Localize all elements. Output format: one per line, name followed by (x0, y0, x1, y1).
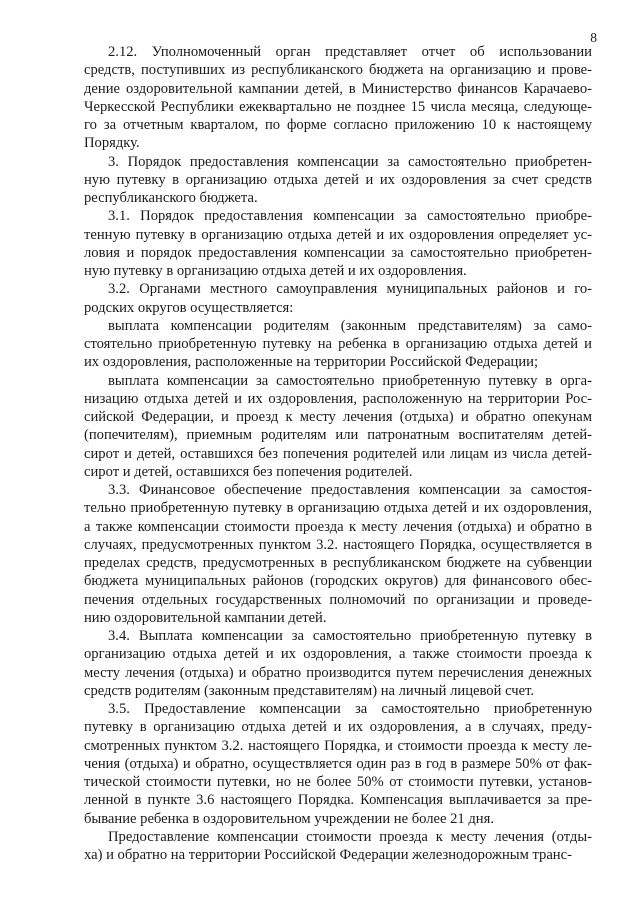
paragraph-travel (84, 828, 592, 865)
text-line: ную путевку в организацию отдыха детей и их оздоровления. (84, 263, 467, 279)
text-line: месту лечения (отдыха) и обратно производится путем перечисления денежных (84, 664, 592, 681)
paragraph-3-4 (84, 627, 592, 700)
text-line: выплата компенсации за самостоятельно приобретенную путевку в орга- (108, 372, 592, 389)
text-line: дение оздоровительной кампании детей, в Министерство финансов Карачаево- (84, 80, 592, 97)
paragraph-3-3 (84, 481, 592, 627)
paragraph-3-2-a (84, 317, 592, 372)
text-line: выплата компенсации родителям (законным представителям) за само- (108, 317, 592, 334)
text-line: стоятельно приобретенную путевку на ребенка в организацию отдыха детей и (84, 336, 592, 352)
text-line: 3.4. Выплата компенсации за самостоятельно приобретенную путевку в (108, 628, 592, 644)
text-line: ловия и порядок предоставления компенсации за самостоятельно приобретен- (84, 244, 592, 261)
text-line: Черкесской Республики ежеквартально не позднее 15 числа месяца, следующе- (84, 98, 592, 115)
text-line: сийской Федерации, и проезд к месту лечения (отдыха) и обратно опекунам (84, 409, 592, 425)
text-line: Порядку. (84, 135, 140, 152)
text-line: Предоставление компенсации стоимости проезда к месту лечения (отды- (108, 828, 592, 845)
text-line: сирот и детей, оставшихся без попечения родителей. (84, 463, 413, 480)
paragraph-section-3 (84, 153, 592, 208)
text-line: 3.5. Предоставление компенсации за самостоятельно приобретенную (108, 701, 592, 717)
text-line: а также компенсации стоимости проезда к месту лечения (отдыха) и обратно в (84, 518, 592, 535)
paragraph-3-2 (84, 280, 592, 317)
text-line: путевку в организацию отдыха детей и их оздоровления, а в случаях, преду- (84, 719, 592, 736)
text-line: 3.3. Финансовое обеспечение предоставления компенсации за самостоя- (108, 482, 592, 498)
text-line: средств, поступивших из республиканского бюджета на организацию и прове- (84, 62, 592, 79)
text-line: смотренных пунктом 3.2. настоящего Порядка, и стоимости проезда к месту ле- (84, 737, 592, 754)
text-line: ную путевку в организацию отдыха детей и их оздоровления за счет средств (84, 171, 592, 188)
text-line: 3. Порядок предоставления компенсации за самостоятельно приобретен- (108, 153, 592, 170)
text-line: 3.2. Органами местного самоуправления муниципальных районов и го- (108, 281, 592, 298)
text-line: их оздоровления, расположенные на территории Российской Федерации; (84, 354, 539, 371)
text-line: родских округов осуществляется: (84, 299, 294, 316)
text-line: 3.1. Порядок предоставления компенсации за самостоятельно приобре- (108, 208, 592, 225)
text-line: организацию отдыха детей и их оздоровления, а также стоимости проезда к (84, 646, 592, 663)
text-line: тической стоимости путевки, но не более 50% от стоимости путевки, установ- (84, 774, 592, 790)
paragraph-3-2-b (84, 372, 592, 482)
text-line: 2.12. Уполномоченный орган представляет отчет об использовании (108, 44, 592, 60)
text-line: печения отдельных государственных полномочий по организации и проведе- (84, 591, 592, 608)
text-line: низацию отдыха детей и их оздоровления, расположенную на территории Рос- (84, 390, 592, 407)
text-line: (попечителям), приемным родителям или патронатным воспитателям детей- (84, 427, 592, 444)
text-line: тельно приобретенную путевку в организацию отдыха детей и их оздоровления, (84, 500, 592, 517)
text-line: сирот и детей, оставшихся без попечения родителей или лицам из числа детей- (84, 445, 592, 462)
text-line: республиканского бюджета. (84, 190, 258, 206)
text-line: ха) и обратно на территории Российской Федерации железнодорожным транс- (84, 847, 572, 863)
text-line: ленной в пункте 3.6 настоящего Порядка. Компенсация выплачивается за пре- (84, 792, 592, 809)
text-line: чения (отдыха) и обратно, осуществляется один раз в год в размере 50% от фак- (84, 755, 592, 772)
text-line: случаях, предусмотренных пунктом 3.2. настоящего Порядка, осуществляется в (84, 536, 592, 553)
paragraph-3-5 (84, 700, 592, 828)
paragraph-2-12 (84, 43, 592, 153)
document-body (84, 43, 592, 864)
text-line: средств родителям (законным представителям) на личный лицевой счет. (84, 682, 534, 699)
paragraph-3-1 (84, 207, 592, 280)
text-line: бюджета муниципальных районов (городских округов) для финансового обес- (84, 573, 592, 590)
page-number: 8 (590, 30, 597, 45)
text-line: нию оздоровительной кампании детей. (84, 609, 327, 626)
text-line: бывание ребенка в оздоровительном учреждении не более 21 дня. (84, 810, 494, 827)
text-line: го за отчетным кварталом, по форме согласно приложению 10 к настоящему (84, 117, 592, 133)
text-line: пределах средств, предусмотренных в республиканском бюджете на субвенции (84, 555, 592, 571)
text-line: тенную путевку в организацию отдыха детей и их оздоровления определяет ус- (84, 226, 592, 243)
